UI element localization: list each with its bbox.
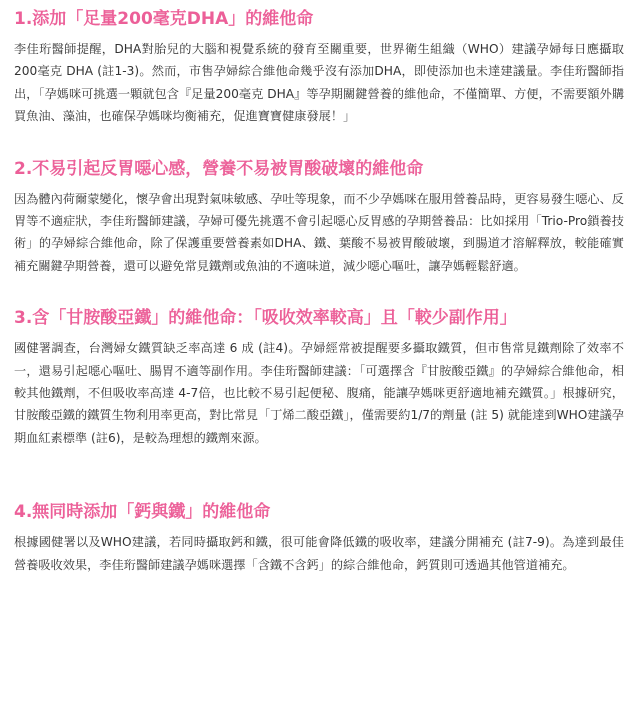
section-calcium-iron — [14, 501, 624, 576]
section-heading: 2.不易引起反胃噁心感，營養不易被胃酸破壞的維他命 — [14, 158, 424, 179]
section-heading: 1.添加「足量200毫克DHA」的維他命 — [14, 9, 314, 29]
section-heading: 4.無同時添加「鈣與鐵」的維他命 — [14, 502, 271, 523]
section-body: 因為體內荷爾蒙變化，懷孕會出現對氣味敏感、孕吐等現象，而不少孕媽咪在服用營養品時，更容易發生噁心、反胃等不適症狀，李佳珩醫師建議，孕婦可優先挑選不會引起噁心反胃感的孕期營養品：比如採用「Trio-Pro鎖養技術」的孕婦綜合維他命，除了保護重要營養素如DHA、鐵、葉酸不易被胃酸破壞，到腸道才溶解釋放，較能確實補充關鍵孕期營養，還可以避免常見鐵劑或魚油的不適味道，減少噁心嘔吐，讓孕媽輕鬆舒適。 — [14, 191, 624, 273]
section-nausea — [14, 158, 624, 278]
section-body: 李佳珩醫師提醒，DHA對胎兒的大腦和視覺系統的發育至關重要，世界衛生組織（WHO）建議孕婦每日應攝取200毫克 DHA (註1-3)。然而，市售孕婦綜合維他命幾乎沒有添加DHA，即使添加也未達建議量。李佳珩醫師指出，「孕媽咪可挑選一顆就包含『足量200毫克 DHA』等孕期關鍵營養的維他命，不僅簡單、方便，不需要額外購買魚油、藻油，也確保孕媽咪均衡補充，促進寶寶健康發展！」 — [14, 42, 624, 124]
section-body: 根據國健署以及WHO建議，若同時攝取鈣和鐵，很可能會降低鐵的吸收率，建議分開補充 (註7-9)。為達到最佳營養吸收效果，李佳珩醫師建議孕媽咪選擇「含鐵不含鈣」的綜合維他命，鈣質則可透過其他管道補充。 — [14, 535, 624, 572]
section-heading: 3.含「甘胺酸亞鐵」的維他命：「吸收效率較高」且「較少副作用」 — [14, 308, 517, 329]
section-dha — [14, 8, 624, 128]
section-body: 國健署調查，台灣婦女鐵質缺乏率高達 6 成 (註4)。孕婦經常被提醒要多攝取鐵質，但市售常見鐵劑除了效率不一，還易引起噁心嘔吐、腸胃不適等副作用。李佳珩醫師建議：「可選擇含『甘胺酸亞鐵』的孕婦綜合維他命，相較其他鐵劑，不但吸收率高達 4-7倍，也比較不易引起便秘、腹痛，能讓孕媽咪更舒適地補充鐵質。」根據研究，甘胺酸亞鐵的鐵質生物利用率更高，對比常見「丁烯二酸亞鐵」，僅需要約1/7的劑量 (註 5) 就能達到WHO建議孕期血紅素標準 (註6)，是較為理想的鐵劑來源。 — [14, 341, 624, 445]
section-iron — [14, 307, 624, 449]
